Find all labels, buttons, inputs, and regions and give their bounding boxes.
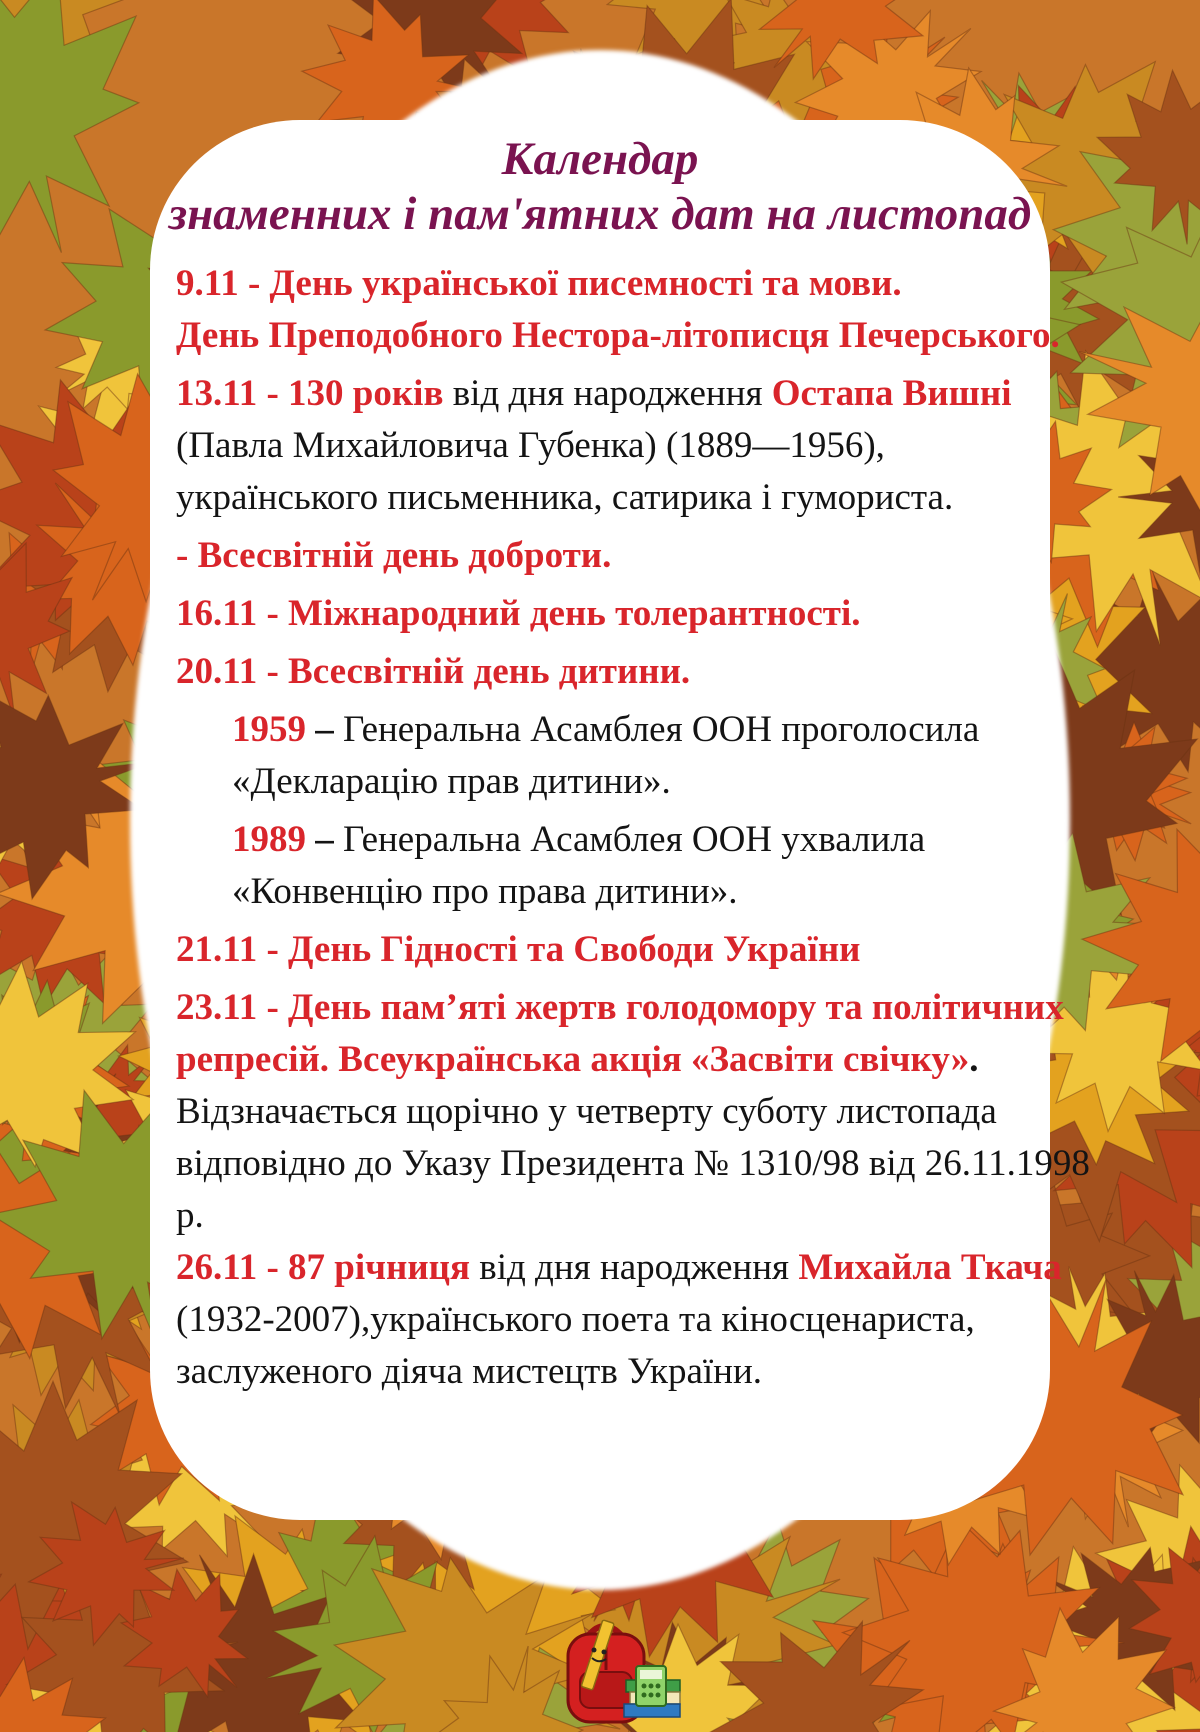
entry-1989-text: Генеральна Асамблея ООН ухвалила «Конвенцію про права дитини». — [232, 819, 926, 912]
entry-21-11 — [176, 924, 1096, 976]
entry-1989-dash: – — [306, 819, 343, 860]
entry-26-11-text-1: від дня народження — [469, 1247, 799, 1288]
entry-13-11-text-1: від дня народження — [443, 373, 772, 414]
entry-26-11-text-2: (1932-2007),українського поета та кіносценариста, заслуженого діяча мистецтв України. — [176, 1299, 975, 1392]
page-subtitle: знаменних і пам'ятних дат на листопад — [168, 188, 1032, 240]
entry-13-11-text-2: (Павла Михайловича Губенка) (1889—1956), українського письменника, сатирика і гумориста. — [176, 425, 954, 518]
entry-1959-text: Генеральна Асамблея ООН проголосила «Декларацію прав дитини». — [232, 709, 980, 802]
entry-kindness-day — [176, 530, 1096, 582]
entry-16-11 — [176, 588, 1096, 640]
page-title: Календар — [501, 133, 699, 185]
entry-23-11-title: 23.11 - День пам’яті жертв голодомору та політичних репресій. Всеукраїнська акція «Засвіти свічку» — [176, 987, 1064, 1080]
entry-26-11-date: 26.11 - 87 річниця — [176, 1247, 470, 1288]
entry-1959 — [176, 704, 1096, 808]
entry-26-11-name: Михайла Ткача — [798, 1247, 1062, 1288]
entry-1989-year: 1989 — [232, 819, 306, 860]
entry-26-11 — [176, 1242, 1096, 1398]
entry-16-11-text: 16.11 - Міжнародний день толерантності. — [176, 593, 861, 634]
entry-9-11 — [176, 258, 1096, 362]
entry-13-11-date: 13.11 - 130 років — [176, 373, 444, 414]
entry-13-11-name: Остапа Вишні — [771, 373, 1012, 414]
entry-23-11 — [176, 982, 1096, 1242]
entry-21-11-text: 21.11 - День Гідності та Свободи України — [176, 929, 861, 970]
entry-13-11 — [176, 368, 1096, 524]
school-backpack-icon — [546, 1614, 686, 1729]
entry-kindness-day-text: - Всесвітній день доброти. — [176, 535, 612, 576]
entry-9-11-line-1: 9.11 - День української писемності та мови. — [176, 263, 902, 304]
entry-1959-dash: – — [306, 709, 343, 750]
entry-23-11-text: Відзначається щорічно у четверту суботу листопада відповідно до Указу Президента № 1310/98 від 26.11.1998 р. — [176, 1091, 1090, 1236]
calendar-list — [176, 258, 1096, 1404]
entry-1959-year: 1959 — [232, 709, 306, 750]
entry-20-11 — [176, 646, 1096, 698]
entry-9-11-line-2: День Преподобного Нестора-літописця Печерського. — [176, 315, 1060, 356]
entry-23-11-dot: . — [969, 1039, 979, 1080]
entry-20-11-text: 20.11 - Всесвітній день дитини. — [176, 651, 691, 692]
entry-1989 — [176, 814, 1096, 918]
